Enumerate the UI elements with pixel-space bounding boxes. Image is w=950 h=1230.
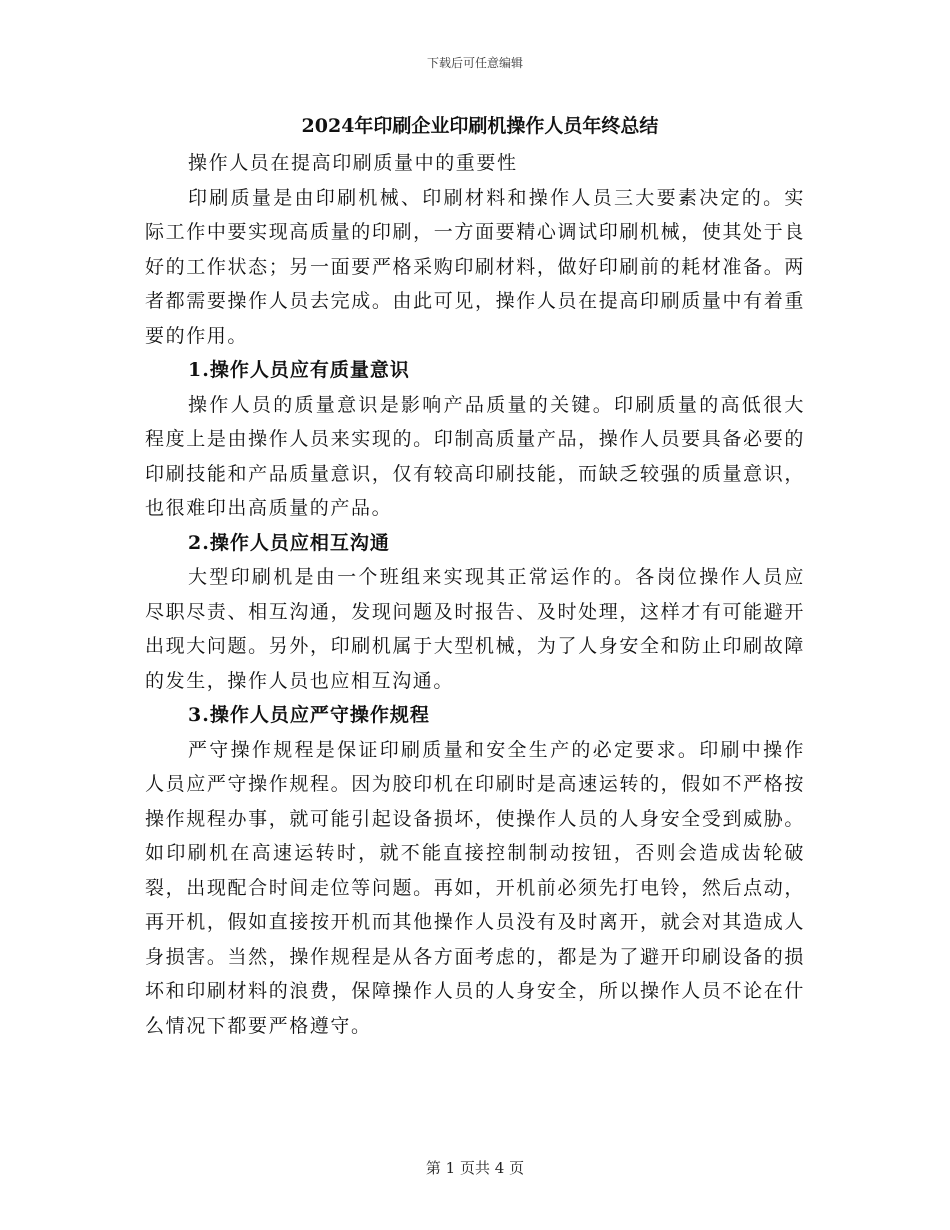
section-body-3: 严守操作规程是保证印刷质量和安全生产的必定要求。印刷中操作人员应严守操作规程。因为胶印机在印刷时是高速运转的，假如不严格按操作规程办事，就可能引起设备损坏，使操作人员的人身安全受到威胁。如印刷机在高速运转时，就不能直接控制制动按钮，否则会造成齿轮破裂，出现配合时间走位等问题。再如，开机前必须先打电铃，然后点动，再开机，假如直接按开机而其他操作人员没有及时离开，就会对其造成人身损害。当然，操作规程是从各方面考虑的，都是为了避开印刷设备的损坏和印刷材料的浪费，保障操作人员的人身安全，所以操作人员不论在什么情况下都要严格遵守。 <box>145 738 805 1037</box>
section-body-1: 操作人员的质量意识是影响产品质量的关键。印刷质量的高低很大程度上是由操作人员来实现的。印制高质量产品，操作人员要具备必要的印刷技能和产品质量意识，仅有较高印刷技能，而缺乏较强的质量意识，也很难印出高质量的产品。 <box>145 393 805 519</box>
section-heading-3: 3.操作人员应严守操作规程 <box>188 704 430 726</box>
document-subtitle: 操作人员在提高印刷质量中的重要性 <box>188 152 518 174</box>
section-heading-1: 1.操作人员应有质量意识 <box>188 359 410 381</box>
section-heading-2: 2.操作人员应相互沟通 <box>188 531 390 554</box>
page-number: 第 1 页共 4 页 <box>425 1159 525 1177</box>
document-body <box>145 110 805 1043</box>
document-title: 2024年印刷企业印刷机操作人员年终总结 <box>301 115 659 137</box>
section-body-2: 大型印刷机是由一个班组来实现其正常运作的。各岗位操作人员应尽职尽责、相互沟通，发现问题及时报告、及时处理，这样才有可能避开出现大问题。另外，印刷机属于大型机械，为了人身安全和防止印刷故障的发生，操作人员也应相互沟通。 <box>145 566 805 692</box>
intro-paragraph: 印刷质量是由印刷机械、印刷材料和操作人员三大要素决定的。实际工作中要实现高质量的印刷，一方面要精心调试印刷机械，使其处于良好的工作状态；另一面要严格采购印刷材料，做好印刷前的耗材准备。两者都需要操作人员去完成。由此可见，操作人员在提高印刷质量中有着重要的作用。 <box>145 186 805 347</box>
page-header: 下载后可任意编辑 <box>426 56 523 70</box>
